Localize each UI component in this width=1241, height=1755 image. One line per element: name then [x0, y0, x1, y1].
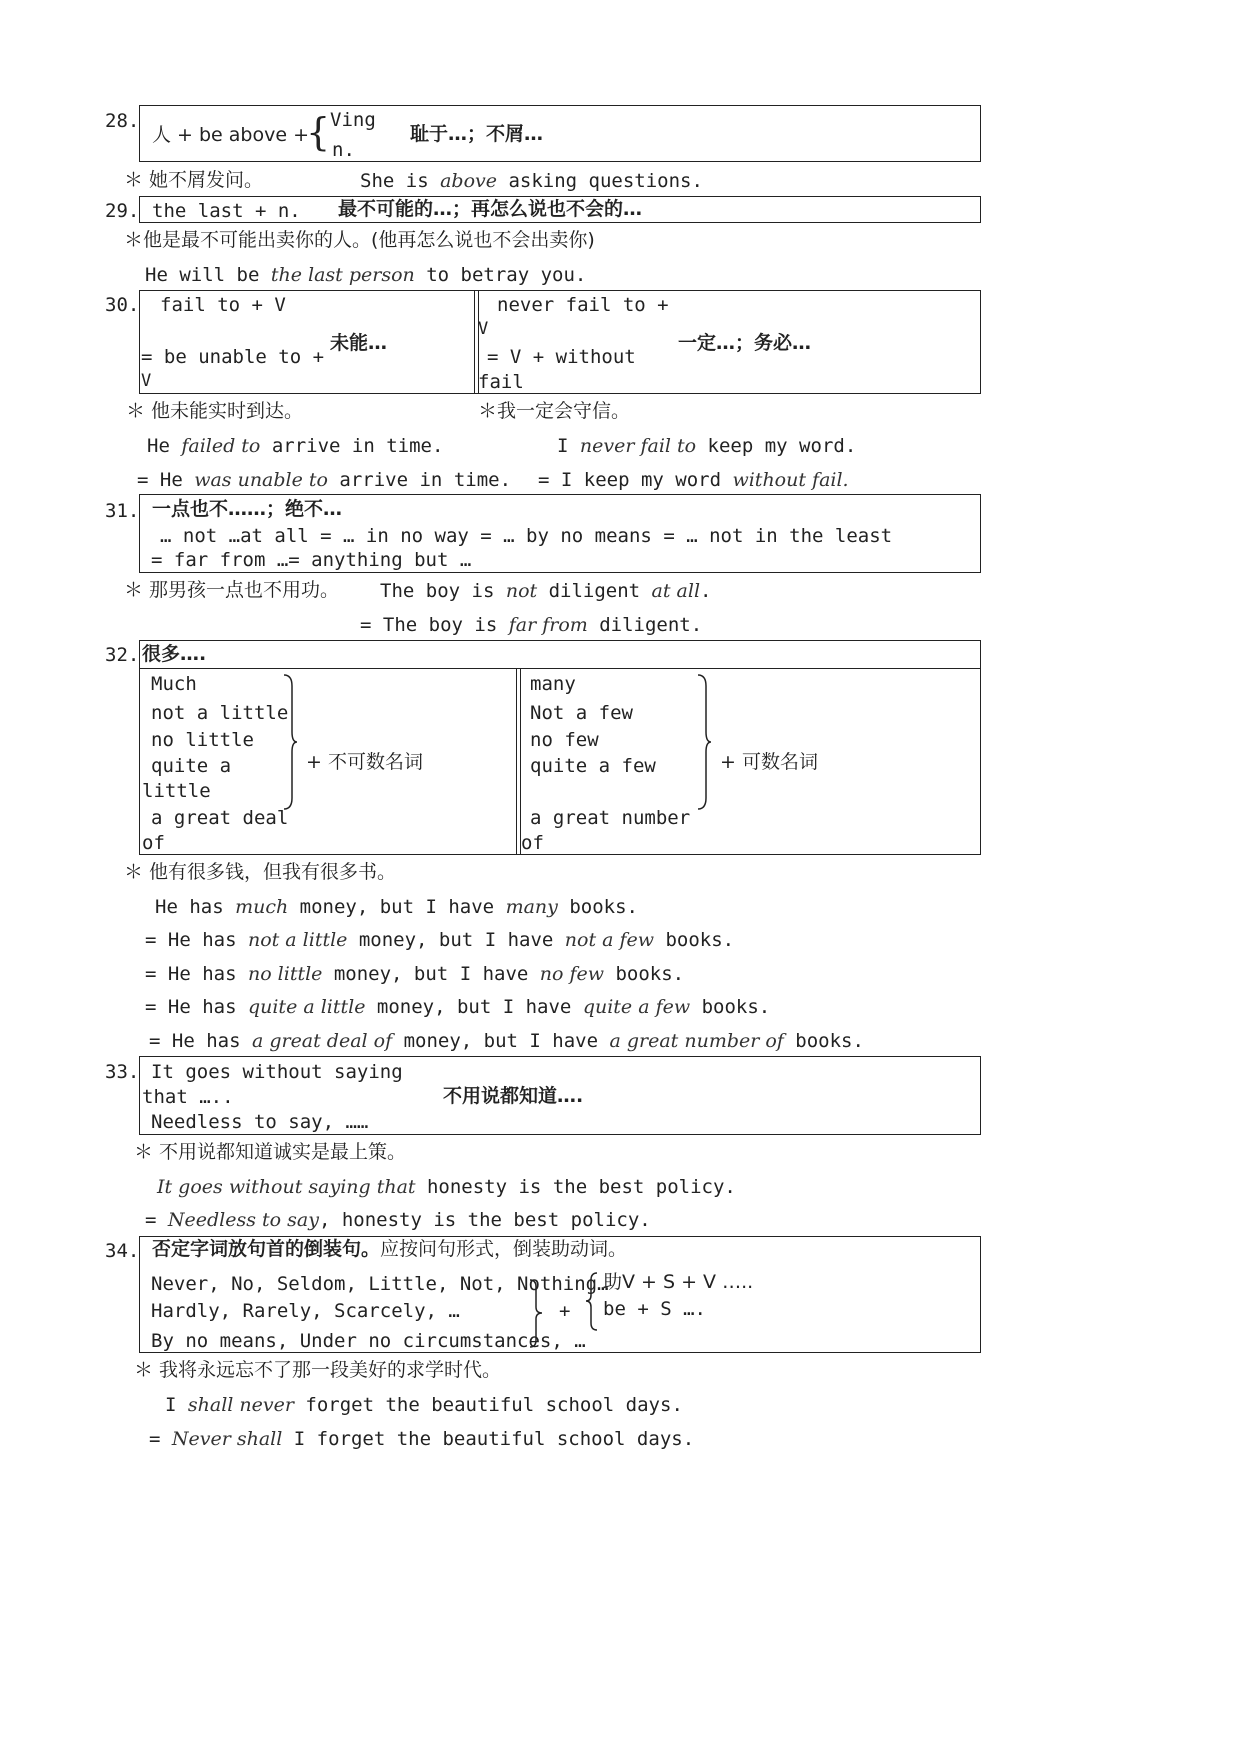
item-30-right-line1: never fail to +: [497, 294, 669, 316]
item-32-example-cn: ＊ 他有很多钱，但我有很多书。: [124, 861, 397, 883]
item-34-line2: Hardly, Rarely, Scarcely, …: [151, 1300, 460, 1322]
item-32-left-2: not a little: [151, 702, 289, 724]
item-32-left-1: Much: [151, 673, 197, 695]
item-30-right-meaning: 一定…；务必…: [678, 332, 812, 354]
item-29-meaning: 最不可能的…；再怎么说也不会的…: [338, 198, 643, 220]
item-34-example-cn: ＊ 我将永远忘不了那一段美好的求学时代。: [134, 1359, 502, 1381]
item-29-example-cn: ＊他是最不可能出卖你的人。(他再怎么说也不会出卖你): [124, 229, 595, 251]
item-31-example-en-2: = The boy is far from diligent.: [360, 614, 703, 636]
item-30-left-line3: V: [141, 371, 152, 391]
item-32-right-plus: + 可数名词: [720, 751, 818, 773]
item-31-line2: = far from …= anything but …: [151, 549, 472, 571]
item-30-left-example-2: = He was unable to arrive in time.: [137, 469, 512, 491]
item-30-right-line3: = V + without: [487, 346, 636, 368]
item-34-right-line2: be + S ….: [603, 1298, 706, 1320]
item-30-right-line2: V: [478, 319, 489, 339]
item-31-example-en-1: The boy is not diligent at all.: [380, 580, 712, 602]
item-32-left-6: a great deal: [151, 807, 289, 829]
item-31-number: 31.: [105, 500, 140, 522]
item-28-meaning: 耻于…；不屑…: [410, 123, 544, 145]
item-34-example-en-2: = Never shall I forget the beautiful school days.: [149, 1428, 695, 1450]
item-32-right-6: of: [521, 832, 544, 854]
item-28-example-en: She is above asking questions.: [360, 170, 703, 192]
item-32-example-5: = He has a great deal of money, but I have a great number of books.: [149, 1030, 864, 1052]
item-32-header-divider: [139, 668, 981, 669]
item-30-left-line1: fail to + V: [160, 294, 286, 316]
item-31-line1: … not …at all = … in no way = … by no means = … not in the least: [160, 525, 893, 547]
item-34-plus: +: [559, 1300, 571, 1322]
item-33-meaning: 不用说都知道….: [443, 1085, 584, 1107]
item-32-left-4: quite a: [151, 755, 232, 777]
item-32-right-1: many: [530, 673, 576, 695]
item-34-right-line1: 助V + S + V …..: [603, 1271, 754, 1293]
item-33-line1: It goes without saying: [151, 1061, 403, 1083]
item-32-left-brace: [282, 674, 298, 810]
item-32-example-2: = He has not a little money, but I have not a few books.: [145, 929, 735, 951]
item-32-right-3: no few: [530, 729, 599, 751]
item-34-right-brace: [585, 1272, 599, 1332]
item-28-brace: {: [306, 110, 331, 154]
item-31-example-cn: ＊ 那男孩一点也不用功。: [124, 579, 340, 601]
item-29-pattern: the last + n.: [152, 200, 301, 222]
item-30-left-meaning: 未能…: [330, 332, 388, 354]
item-32-left-5: little: [142, 780, 211, 802]
item-30-right-line4: fail: [478, 371, 524, 393]
item-32-right-brace: [696, 674, 712, 810]
item-30-left-line2: = be unable to +: [141, 346, 325, 368]
item-32-column-divider: [516, 668, 521, 855]
item-32-left-7: of: [142, 832, 165, 854]
item-30-right-example-2: = I keep my word without fail.: [538, 469, 849, 491]
item-32-left-plus: + 不可数名词: [306, 751, 423, 773]
item-29-number: 29.: [105, 200, 140, 222]
item-34-example-en-1: I shall never forget the beautiful school days.: [165, 1394, 683, 1416]
item-32-number: 32.: [105, 644, 140, 666]
item-32-right-2: Not a few: [530, 702, 633, 724]
item-30-number: 30.: [105, 294, 140, 316]
item-33-example-en-2: = Needless to say, honesty is the best policy.: [145, 1209, 651, 1231]
item-30-left-example-1: He failed to arrive in time.: [147, 435, 444, 457]
item-30-left-example-cn: ＊ 他未能实时到达。: [126, 400, 304, 422]
item-30-right-example-1: I never fail to keep my word.: [557, 435, 857, 457]
item-32-right-4: quite a few: [530, 755, 656, 777]
item-28-ving: Ving: [330, 109, 376, 131]
item-32-example-3: = He has no little money, but I have no few books.: [145, 963, 685, 985]
item-31-meaning: 一点也不……；绝不…: [152, 498, 343, 520]
item-34-line3: By no means, Under no circumstances, …: [151, 1330, 586, 1352]
item-33-line2: that …..: [142, 1086, 234, 1108]
item-32-left-3: no little: [151, 729, 254, 751]
item-33-number: 33.: [105, 1061, 140, 1083]
item-33-example-en-1: It goes without saying that honesty is the best policy.: [157, 1176, 736, 1198]
item-32-meaning: 很多….: [142, 643, 207, 665]
item-33-example-cn: ＊ 不用说都知道诚实是最上策。: [134, 1141, 407, 1163]
item-28-pattern: 人 + be above +: [152, 124, 310, 146]
item-28-number: 28.: [105, 110, 140, 132]
item-33-line3: Needless to say, ……: [151, 1111, 369, 1133]
item-29-example-en: He will be the last person to betray you.: [145, 264, 587, 286]
item-34-meaning: 否定字词放句首的倒装句。应按问句形式，倒装助动词。: [152, 1238, 628, 1260]
item-34-left-brace: [528, 1279, 544, 1349]
item-32-example-1: He has much money, but I have many books.: [155, 896, 638, 918]
item-34-line1: Never, No, Seldom, Little, Not, Nothing…: [151, 1273, 609, 1295]
item-32-right-5: a great number: [530, 807, 691, 829]
item-28-n: n.: [332, 139, 355, 161]
item-28-example-cn: ＊ 她不屑发问。: [124, 169, 264, 191]
item-32-example-4: = He has quite a little money, but I have quite a few books.: [145, 996, 771, 1018]
item-34-number: 34.: [105, 1240, 140, 1262]
item-30-right-example-cn: ＊我一定会守信。: [478, 400, 631, 422]
